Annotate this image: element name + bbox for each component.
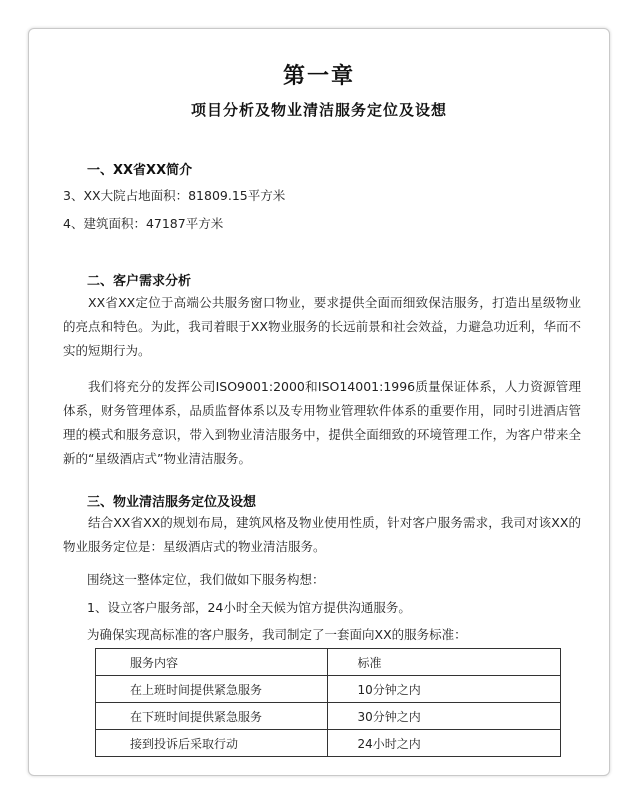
- table-cell-service: 在下班时间提供紧急服务: [96, 703, 328, 730]
- table-header-standard: 标准: [327, 649, 561, 676]
- table-cell-service: 接到投诉后采取行动: [96, 730, 328, 757]
- positioning-line-standard-intro: 为确保实现高标准的客户服务，我司制定了一套面向XX的服务标准：: [87, 627, 467, 642]
- positioning-line-concept: 围绕这一整体定位，我们做如下服务构想：: [87, 572, 325, 587]
- section-heading-positioning: 三、物业清洁服务定位及设想: [87, 495, 257, 510]
- needs-paragraph-1: XX省XX定位于高端公共服务窗口物业，要求提供全面而细致保洁服务，打造出星级物业的亮点和特色。为此，我司着眼于XX物业服务的长远前景和社会效益，力避急功近利，华而不实的短期行为。: [63, 295, 581, 358]
- service-standard-table: [95, 648, 561, 757]
- table-row: [96, 730, 561, 757]
- table-row: [96, 703, 561, 730]
- table-cell-standard: 30分钟之内: [327, 703, 561, 730]
- intro-item-building-area: 4、建筑面积：47187平方米: [63, 216, 224, 231]
- chapter-subtitle: 项目分析及物业清洁服务定位及设想: [190, 101, 447, 119]
- table-cell-service: 在上班时间提供紧急服务: [96, 676, 328, 703]
- table-cell-standard: 10分钟之内: [327, 676, 561, 703]
- table-row: [96, 676, 561, 703]
- section-heading-intro: 一、XX省XX简介: [87, 163, 193, 178]
- needs-paragraph-2: 我们将充分的发挥公司ISO9001:2000和ISO14001:1996质量保证体系，人力资源管理体系，财务管理体系，品质监督体系以及专用物业管理软件体系的重要作用，同时引进酒店管理的模式和服务意识，带入到物业清洁服务中，提供全面细致的环境管理工作，为客户带来全新的“星级酒店式”物业清洁服务。: [63, 379, 581, 466]
- document-page: [28, 28, 610, 776]
- positioning-paragraph: 结合XX省XX的规划布局，建筑风格及物业使用性质，针对客户服务需求，我司对该XX的物业服务定位是：星级酒店式的物业清洁服务。: [63, 515, 581, 554]
- table-header-service: 服务内容: [96, 649, 328, 676]
- positioning-line-service-dept: 1、设立客户服务部，24小时全天候为馆方提供沟通服务。: [87, 600, 411, 615]
- section-heading-needs: 二、客户需求分析: [87, 274, 192, 289]
- table-header-row: [96, 649, 561, 676]
- table-cell-standard: 24小时之内: [327, 730, 561, 757]
- chapter-title: 第一章: [282, 63, 355, 89]
- intro-item-site-area: 3、XX大院占地面积：81809.15平方米: [63, 188, 286, 203]
